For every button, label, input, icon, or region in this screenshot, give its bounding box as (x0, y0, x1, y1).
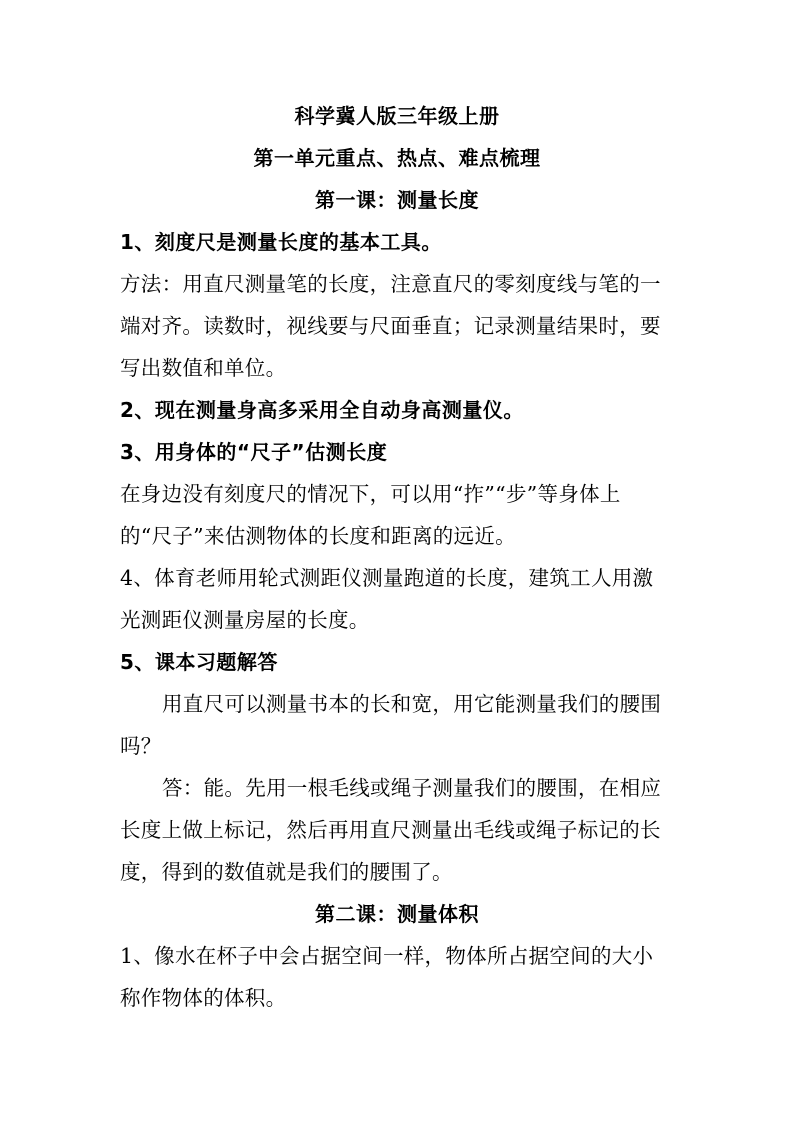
lesson1-point4-text-line2: 光测距仪测量房屋的长度。 (120, 608, 370, 632)
answer-line2: 长度上做上标记，然后再用直尺测量出毛线或绳子标记的长 (120, 818, 661, 842)
lesson1-point1-text-line3: 写出数值和单位。 (120, 356, 287, 380)
lesson1-point1-text-line1: 方法：用直尺测量笔的长度，注意直尺的零刻度线与笔的一 (120, 272, 661, 296)
lesson1-point1-text-line2: 端对齐。读数时，视线要与尺面垂直；记录测量结果时，要 (120, 314, 661, 338)
lesson2-heading: 第二课：测量体积 (315, 902, 479, 926)
question-line2: 吗？ (120, 734, 162, 758)
lesson1-point1-title: 1、刻度尺是测量长度的基本工具。 (120, 230, 442, 254)
lesson1-point2-title: 2、现在测量身高多采用全自动身高测量仪。 (120, 398, 524, 422)
lesson1-point3-text-line2: 的“尺子”来估测物体的长度和距离的远近。 (120, 524, 516, 548)
lesson1-point4-text-line1: 4、体育老师用轮式测距仪测量跑道的长度，建筑工人用激 (120, 566, 654, 590)
lesson1-point5-title: 5、课本习题解答 (120, 650, 278, 674)
lesson2-point1-text-line2: 称作物体的体积。 (120, 986, 287, 1010)
document-subtitle: 第一单元重点、热点、难点梳理 (253, 146, 541, 170)
document-title: 科学冀人版三年级上册 (294, 104, 500, 128)
question-line1: 用直尺可以测量书本的长和宽，用它能测量我们的腰围 (162, 692, 662, 716)
lesson2-point1-text-line1: 1、像水在杯子中会占据空间一样，物体所占据空间的大小 (120, 944, 654, 968)
lesson1-heading: 第一课：测量长度 (315, 188, 479, 212)
lesson1-point3-text-line1: 在身边没有刻度尺的情况下，可以用“拃”“步”等身体上 (120, 482, 621, 506)
answer-line1: 答：能。先用一根毛线或绳子测量我们的腰围，在相应 (162, 776, 662, 800)
answer-line3: 度，得到的数值就是我们的腰围了。 (120, 860, 453, 884)
lesson1-point3-title: 3、用身体的“尺子”估测长度 (120, 440, 388, 464)
